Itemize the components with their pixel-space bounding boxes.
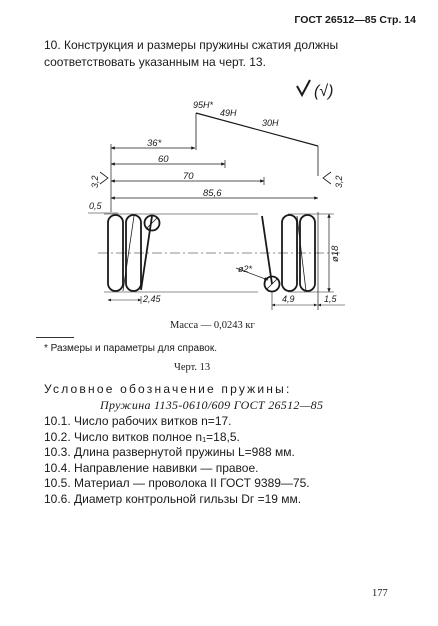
paragraph-10: 10. Конструкция и размеры пружины сжатия должны соответствовать указанным на черт. 13. <box>44 38 339 69</box>
page-number: 177 <box>372 588 388 599</box>
dim-2-45 <box>108 294 162 304</box>
svg-text:3,2: 3,2 <box>334 175 344 188</box>
figure-caption: Черт. 13 <box>174 362 211 373</box>
dim-0-5 <box>88 201 118 213</box>
footnote-rule <box>36 337 74 338</box>
dim-36: 36* <box>147 138 162 149</box>
dim-85-6: 85,6 <box>203 188 222 199</box>
list-item: 10.4. Направление навивки — правое. <box>44 460 259 475</box>
end-marker-right <box>323 172 344 188</box>
spring-designation: Пружина 1135-0610/609 ГОСТ 26512—85 <box>100 398 324 412</box>
list-item: 10.3. Длина развернутой пружины L=988 мм. <box>44 445 295 459</box>
dim-60: 60 <box>158 154 169 165</box>
svg-text:ø2*: ø2* <box>238 264 253 274</box>
diameter-dimension <box>329 214 341 292</box>
svg-text:2,45: 2,45 <box>143 294 161 304</box>
wire-diameter-callout <box>236 264 268 280</box>
svg-text:4,9: 4,9 <box>282 294 295 304</box>
list-item: 10.1. Число рабочих витков n=17. <box>44 414 232 428</box>
end-marker-left <box>90 172 108 188</box>
conditional-title: Условное обозначение пружины: <box>44 382 292 396</box>
spring-view <box>98 212 340 310</box>
footnote: * Размеры и параметры для справок. <box>44 343 217 354</box>
roughness-symbol <box>297 80 333 100</box>
roughness-label: (√) <box>314 83 334 100</box>
page-header: ГОСТ 26512—85 Стр. 14 <box>294 14 416 26</box>
svg-text:1,5: 1,5 <box>324 294 337 304</box>
svg-text:3,2: 3,2 <box>90 175 100 188</box>
list-item: 10.2. Число витков полное n₁=18,5. <box>44 429 240 444</box>
dim-1-5 <box>318 294 345 305</box>
list-item: 10.6. Диаметр контрольной гильзы Dг =19 мм. <box>44 491 302 506</box>
force-label-49: 49H <box>220 108 237 118</box>
mass-label: Масса — 0,0243 кг <box>170 320 255 331</box>
force-label-30: 30H <box>262 118 279 128</box>
svg-text:0,5: 0,5 <box>89 201 102 211</box>
spec-list <box>44 414 310 507</box>
dim-70: 70 <box>183 171 194 182</box>
force-label-95: 95H* <box>193 100 214 110</box>
dim-4-9 <box>272 292 317 310</box>
svg-text:ø18: ø18 <box>330 245 341 262</box>
dimension-lines <box>111 144 318 212</box>
list-item: 10.5. Материал — проволока II ГОСТ 9389—75. <box>44 476 310 490</box>
force-diagram <box>193 100 318 176</box>
